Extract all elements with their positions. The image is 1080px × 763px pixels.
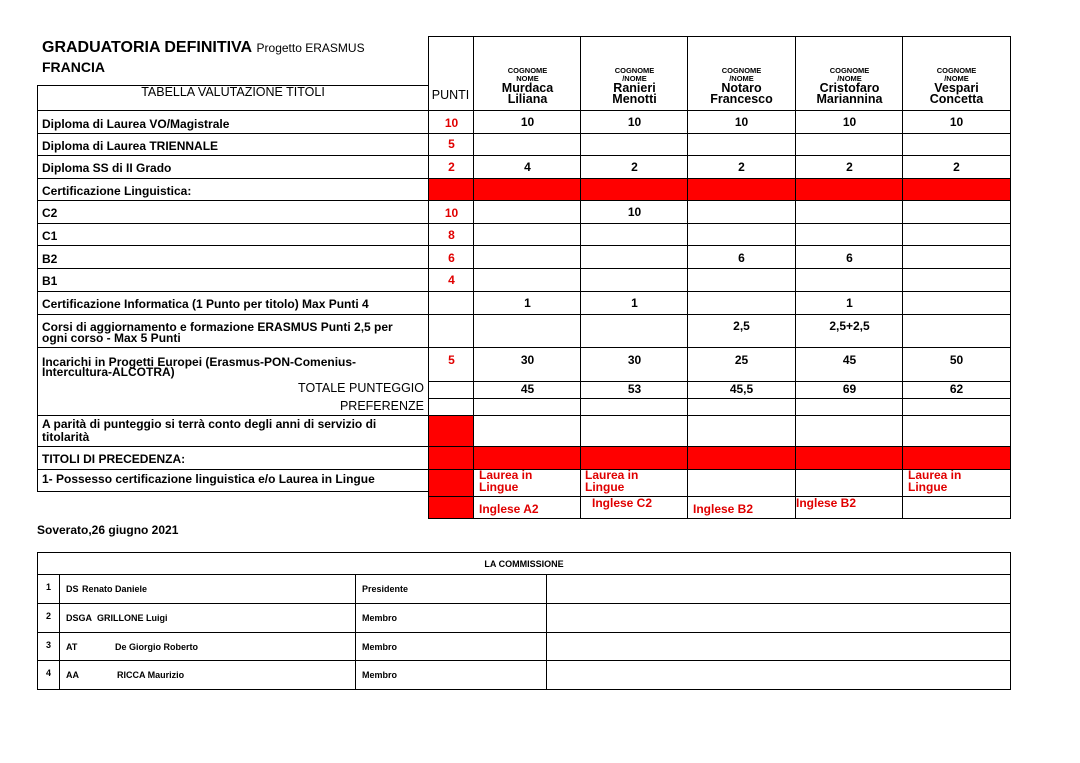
member-role-abbr: AA — [66, 670, 79, 680]
parita-line2: titolarità — [42, 430, 90, 444]
precedenza-label: TITOLI DI PRECEDENZA: — [42, 452, 186, 466]
row-label-diploma-ss: Diploma SS di II Grado — [42, 161, 172, 175]
row-label-b1: B1 — [42, 274, 58, 288]
member-role-abbr: DS — [66, 584, 79, 594]
inglese-level-2: Inglese C2 — [592, 496, 653, 510]
commissione-title: LA COMMISSIONE — [484, 559, 564, 569]
laurea-line1: Laurea in — [908, 468, 962, 482]
points-header: PUNTI — [431, 88, 470, 102]
laurea-line1: Laurea in — [585, 468, 639, 482]
candidate-hdr2: /NOME — [729, 74, 754, 83]
member-number: 1 — [46, 582, 52, 592]
laurea-lingue-2 — [585, 469, 638, 493]
totale-value: 62 — [949, 382, 964, 396]
candidate-hdr1: COGNOME — [936, 66, 977, 75]
totale-label: TOTALE PUNTEGGIO — [298, 381, 424, 395]
laurea-lingue-1 — [479, 469, 532, 493]
value-cell: 30 — [520, 353, 535, 367]
value-cell: 2,5+2,5 — [829, 319, 870, 333]
points-b1: 4 — [448, 273, 455, 287]
points-laurea-triennale: 5 — [448, 137, 455, 151]
value-cell: 1 — [524, 296, 531, 310]
candidate-surname: Murdaca — [501, 81, 554, 95]
candidate-header-3 — [688, 67, 795, 105]
table-label: TABELLA VALUTAZIONE TITOLI — [141, 85, 325, 99]
candidate-hdr1: COGNOME — [507, 66, 548, 75]
candidate-header-2 — [581, 67, 688, 105]
candidate-surname: Notaro — [721, 81, 762, 95]
value-cell: 2 — [846, 160, 853, 174]
laurea-line2: Lingue — [585, 480, 625, 494]
member-role: Membro — [362, 642, 398, 652]
value-cell: 2 — [953, 160, 960, 174]
candidate-header-4 — [796, 67, 903, 105]
candidate-hdr2: /NOME — [622, 74, 647, 83]
candidate-hdr2: NOME — [516, 74, 539, 83]
laurea-line2: Lingue — [908, 480, 948, 494]
inglese-level-4: Inglese B2 — [796, 496, 857, 510]
row-label-b2: B2 — [42, 252, 58, 266]
totale-value: 45 — [520, 382, 535, 396]
member-role-abbr: DSGA — [66, 613, 93, 623]
row-label-corsi-line1: Corsi di aggiornamento e formazione ERASMUS Punti 2,5 per — [42, 320, 393, 334]
member-number: 2 — [46, 611, 52, 621]
inglese-level-3: Inglese B2 — [693, 502, 754, 516]
candidate-hdr2: /NOME — [837, 74, 862, 83]
value-cell: 1 — [631, 296, 638, 310]
value-cell: 10 — [627, 115, 642, 129]
row-label-laurea-vo: Diploma di Laurea VO/Magistrale — [42, 117, 230, 131]
candidate-surname: Ranieri — [613, 81, 656, 95]
member-number: 4 — [46, 668, 52, 678]
parita-line1: A parità di punteggio si terrà conto degli anni di servizio di — [42, 417, 377, 431]
value-cell: 10 — [627, 205, 642, 219]
value-cell: 45 — [842, 353, 857, 367]
row-label-cert-informatica: Certificazione Informatica (1 Punto per titolo) Max Punti 4 — [42, 297, 369, 311]
candidate-hdr1: COGNOME — [721, 66, 762, 75]
cert-linguistica-red-band — [428, 178, 1011, 200]
points-laurea-vo: 10 — [444, 116, 459, 130]
value-cell: 6 — [738, 251, 745, 265]
member-role: Membro — [362, 613, 398, 623]
candidate-firstname: Francesco — [710, 92, 773, 106]
title-main: GRADUATORIA DEFINITIVA — [42, 39, 253, 56]
points-c2: 10 — [444, 206, 459, 220]
value-cell: 25 — [734, 353, 749, 367]
title-project: Progetto ERASMUS — [256, 41, 365, 55]
row-label-c1: C1 — [42, 229, 58, 243]
candidate-hdr2: /NOME — [944, 74, 969, 83]
title-country: FRANCIA — [42, 59, 105, 75]
row-label-corsi-line2: ogni corso - Max 5 Punti — [42, 331, 181, 345]
value-cell: 30 — [627, 353, 642, 367]
member-role: Presidente — [362, 584, 409, 594]
value-cell: 6 — [846, 251, 853, 265]
member-name: GRILLONE Luigi — [97, 613, 168, 623]
points-diploma-ss: 2 — [448, 160, 455, 174]
laurea-line1: Laurea in — [479, 468, 533, 482]
precedenza-red-band — [428, 446, 1011, 469]
candidate-surname: Cristofaro — [819, 81, 880, 95]
candidate-header-5 — [903, 67, 1010, 105]
member-number: 3 — [46, 640, 52, 650]
parita-red-cell — [428, 415, 473, 446]
possesso-red-cell — [428, 469, 473, 519]
member-name: Renato Daniele — [82, 584, 148, 594]
value-cell: 2 — [631, 160, 638, 174]
member-role-abbr: AT — [66, 642, 78, 652]
value-cell: 10 — [734, 115, 749, 129]
value-cell: 4 — [524, 160, 531, 174]
value-cell: 2,5 — [733, 319, 750, 333]
row-label-cert-linguistica: Certificazione Linguistica: — [42, 184, 192, 198]
preferenze-label: PREFERENZE — [339, 399, 424, 413]
candidate-firstname: Menotti — [612, 92, 657, 106]
points-incarichi: 5 — [448, 353, 455, 367]
place-date: Soverato,26 giugno 2021 — [37, 523, 179, 537]
value-cell: 10 — [520, 115, 535, 129]
laurea-line2: Lingue — [479, 480, 519, 494]
laurea-lingue-5 — [908, 469, 961, 493]
value-cell: 1 — [846, 296, 853, 310]
inglese-level-1: Inglese A2 — [479, 502, 539, 516]
possesso-label: 1- Possesso certificazione linguistica e/o Laurea in Lingue — [42, 472, 375, 486]
value-cell: 2 — [738, 160, 745, 174]
totale-value: 45,5 — [729, 382, 754, 396]
candidate-firstname: Liliana — [507, 92, 548, 106]
row-label-incarichi-line2: Intercultura-ALCOTRA) — [42, 365, 175, 379]
member-name: RICCA Maurizio — [117, 670, 185, 680]
value-cell: 10 — [842, 115, 857, 129]
row-label-c2: C2 — [42, 206, 58, 220]
row-label-incarichi-line1: Incarichi in Progetti Europei (Erasmus-PON-Comenius- — [42, 355, 357, 369]
member-role: Membro — [362, 670, 398, 680]
totale-value: 69 — [842, 382, 857, 396]
points-b2: 6 — [448, 251, 455, 265]
document-title — [42, 39, 365, 57]
candidate-hdr1: COGNOME — [829, 66, 870, 75]
value-cell: 50 — [949, 353, 964, 367]
candidate-header-1 — [474, 67, 581, 105]
candidate-firstname: Concetta — [929, 92, 984, 106]
totale-value: 53 — [627, 382, 642, 396]
row-label-laurea-triennale: Diploma di Laurea TRIENNALE — [42, 139, 219, 153]
candidate-hdr1: COGNOME — [614, 66, 655, 75]
value-cell: 10 — [949, 115, 964, 129]
points-c1: 8 — [448, 228, 455, 242]
member-name: De Giorgio Roberto — [115, 642, 198, 652]
candidate-firstname: Mariannina — [816, 92, 883, 106]
candidate-surname: Vespari — [934, 81, 979, 95]
